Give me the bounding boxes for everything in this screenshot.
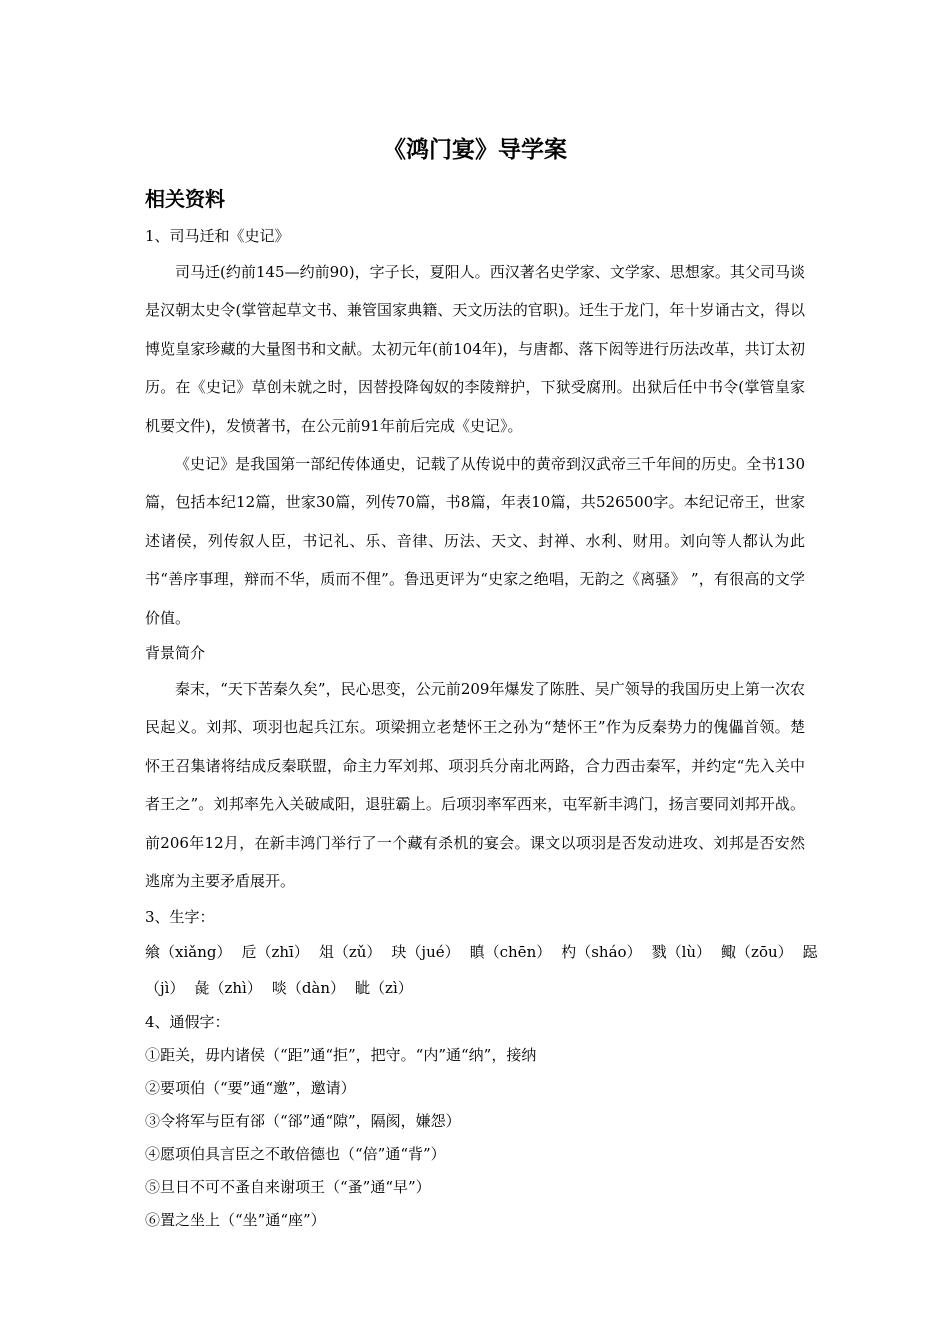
character-entry: 眦（zì） — [355, 978, 413, 997]
character-entry: 玦（jué） — [391, 942, 460, 961]
character-entry: 俎（zǔ） — [318, 942, 382, 961]
character-entry: 卮（zhī） — [241, 942, 309, 961]
tongjia-entry-1: ①距关，毋内诸侯（“距”通“拒”，把守。“内”通“纳”，接纳 — [145, 1045, 537, 1064]
paragraph-shiji — [145, 445, 805, 637]
section-heading: 相关资料 — [145, 187, 225, 211]
tongjia-entry-3: ③令将军与臣有郤（“郤”通“隙”，隔阂，嫌怨） — [145, 1111, 461, 1130]
new-characters-list — [145, 934, 818, 1006]
character-entry: 彘（zhì） — [194, 978, 262, 997]
characters-row-2 — [145, 970, 805, 1006]
item1-heading: 1、司马迁和《史记》 — [145, 227, 290, 245]
character-entry: （jì） — [145, 978, 185, 997]
character-entry: 戮（lù） — [651, 942, 712, 961]
character-entry: 跽 — [802, 942, 818, 961]
character-entry: 瞋（chēn） — [469, 942, 552, 961]
document-body — [145, 220, 818, 1237]
item3-heading: 3、生字： — [145, 907, 215, 926]
paragraph-text: 《史记》是我国第一部纪传体通史，记载了从传说中的黄帝到汉武帝三千年间的历史。全书130篇，包括本纪12篇，世家30篇，列传70篇，书8篇，年表10篇，共526500字。本纪记帝王，世家述诸侯，列传叙人臣，书记礼、乐、音律、历法、天文、封禅、水利、财用。刘向等人都认为此书“善序事理，辩而不华，质而不俚”。鲁迅更评为“史家之绝唱，无韵之《离骚》 ”，有很高的文学价值。 — [145, 455, 805, 627]
tongjia-entry-6: ⑥置之坐上（“坐”通“座”） — [145, 1210, 326, 1229]
tongjia-entry-4: ④愿项伯具言臣之不敢倍德也（“倍”通“背”） — [145, 1144, 446, 1163]
paragraph-background — [145, 670, 805, 900]
paragraph-text: 司马迁(约前145—约前90)，字子长，夏阳人。西汉著名史学家、文学家、思想家。其父司马谈是汉朝太史令(掌管起草文书、兼管国家典籍、天文历法的官职)。迁生于龙门，年十岁诵古文，得以博览皇家珍藏的大量图书和文献。太初元年(前104年)，与唐都、落下闳等进行历法改革，共订太初历。在《史记》草创未就之时，因替投降匈奴的李陵辩护，下狱受腐刑。出狱后任中书令(掌管皇家机要文件)，发愤著书，在公元前91年前后完成《史记》。 — [145, 263, 805, 435]
tongjia-entry-2: ②要项伯（“要”通“邀”，邀请） — [145, 1078, 356, 1097]
characters-row-1 — [145, 934, 818, 970]
page-title: 《鸿门宴》导学案 — [383, 137, 567, 163]
character-entry: 杓（sháo） — [561, 942, 642, 961]
item4-heading: 4、通假字： — [145, 1012, 230, 1031]
paragraph-text: 秦末，“天下苦秦久矣”，民心思变，公元前209年爆发了陈胜、吴广领导的我国历史上第一次农民起义。刘邦、项羽也起兵江东。项梁拥立老楚怀王之孙为“楚怀王”作为反秦势力的傀儡首领。楚怀王召集诸将结成反秦联盟，命主力军刘邦、项羽兵分南北两路，合力西击秦军，并约定“先入关中者王之”。刘邦率先入关破咸阳，退驻霸上。后项羽率军西来，屯军新丰鸿门，扬言要同刘邦开战。前206年12月，在新丰鸿门举行了一个藏有杀机的宴会。课文以项羽是否发动进攻、刘邦是否安然逃席为主要矛盾展开。 — [145, 680, 805, 891]
paragraph-sima-qian — [145, 253, 805, 445]
tongjia-entry-5: ⑤旦日不可不蚤自来谢项王（“蚤”通“早”） — [145, 1177, 431, 1196]
character-entry: 啖（dàn） — [271, 978, 346, 997]
character-entry: 鲰（zōu） — [721, 942, 793, 961]
item2-heading: 背景简介 — [145, 644, 206, 663]
character-entry: 飨（xiǎng） — [145, 942, 232, 961]
